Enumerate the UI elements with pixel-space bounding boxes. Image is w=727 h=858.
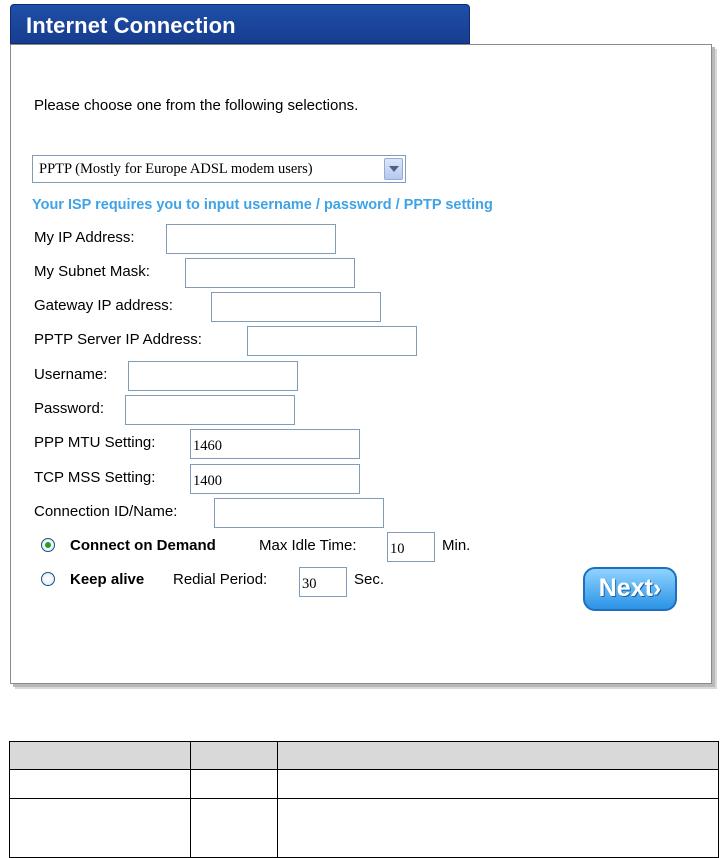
table-cell	[10, 770, 191, 799]
title-tab	[10, 4, 470, 44]
next-label: Next	[598, 574, 653, 602]
pptp-server-ip-field[interactable]	[247, 326, 417, 356]
table-cell	[191, 770, 278, 799]
gateway-ip-label: Gateway IP address:	[34, 297, 173, 314]
connection-id-label: Connection ID/Name:	[34, 503, 178, 520]
chevron-right-icon: ›	[652, 574, 662, 602]
window-title: Internet Connection	[26, 13, 236, 38]
table-row	[10, 770, 719, 799]
connection-type-select[interactable]	[32, 155, 406, 183]
max-idle-time-field[interactable]	[387, 532, 435, 562]
connect-on-demand-label: Connect on Demand	[70, 537, 216, 554]
password-label: Password:	[34, 400, 105, 417]
isp-notice: Your ISP requires you to input username / password / PPTP setting	[32, 197, 493, 213]
table-cell	[278, 770, 719, 799]
my-ip-field[interactable]	[166, 224, 336, 254]
table-header-cell	[191, 742, 278, 770]
keep-alive-radio[interactable]	[41, 572, 55, 586]
password-field[interactable]	[125, 395, 295, 425]
username-label: Username:	[34, 366, 108, 383]
redial-period-label: Redial Period:	[173, 571, 268, 588]
table-header-cell	[10, 742, 191, 770]
table-row	[10, 799, 719, 858]
table-cell	[191, 799, 278, 858]
subnet-mask-field[interactable]	[185, 258, 355, 288]
next-button[interactable]	[583, 567, 677, 611]
connect-on-demand-radio[interactable]	[41, 538, 55, 552]
table-header-row	[10, 742, 719, 770]
tcp-mss-field[interactable]	[190, 464, 360, 494]
connection-id-field[interactable]	[214, 498, 384, 528]
username-field[interactable]	[128, 361, 298, 391]
max-idle-unit: Min.	[442, 537, 471, 554]
my-ip-label: My IP Address:	[34, 229, 135, 246]
max-idle-label: Max Idle Time:	[259, 537, 357, 554]
keep-alive-label: Keep alive	[70, 571, 145, 588]
connection-type-value: PPTP (Mostly for Europe ADSL modem users)	[39, 161, 313, 177]
subnet-mask-label: My Subnet Mask:	[34, 263, 150, 280]
info-table	[9, 741, 719, 858]
table-cell	[278, 799, 719, 858]
tcp-mss-label: TCP MSS Setting:	[34, 469, 156, 486]
ppp-mtu-field[interactable]	[190, 429, 360, 459]
redial-period-unit: Sec.	[354, 571, 385, 588]
pptp-server-ip-label: PPTP Server IP Address:	[34, 331, 202, 348]
redial-period-field[interactable]	[299, 567, 347, 597]
gateway-ip-field[interactable]	[211, 292, 381, 322]
table-header-cell	[278, 742, 719, 770]
table-cell	[10, 799, 191, 858]
intro-text: Please choose one from the following selections.	[34, 97, 359, 114]
ppp-mtu-label: PPP MTU Setting:	[34, 434, 156, 451]
chevron-down-icon[interactable]	[384, 158, 403, 180]
